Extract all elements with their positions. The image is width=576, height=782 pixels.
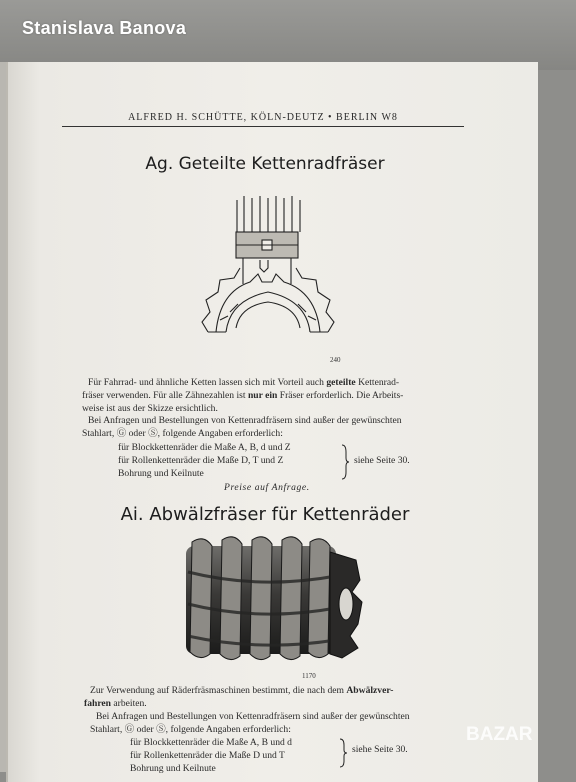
- s1-price-note: Preise auf Anfrage.: [224, 482, 310, 493]
- s1-page-reference: siehe Seite 30.: [354, 455, 410, 466]
- figure-number-240: 240: [330, 356, 341, 364]
- list-item: für Rollenkettenräder die Maße D und T: [130, 750, 285, 762]
- bazar-logo: BAZAR: [466, 724, 533, 745]
- s2-page-reference: siehe Seite 30.: [352, 744, 408, 755]
- page-header: ALFRED H. SCHÜTTE, KÖLN-DEUTZ • BERLIN W8: [128, 112, 398, 123]
- seller-watermark: Stanislava Banova: [22, 18, 187, 38]
- list-item: für Blockkettenräder die Maße A, B, d und Z: [118, 442, 291, 453]
- list-item: Bohrung und Keilnute: [118, 468, 204, 480]
- section-title-ai: Ai. Abwälzfräser für Kettenräder: [120, 504, 410, 525]
- list-item: Bohrung und Keilnute: [130, 763, 216, 775]
- figure-number-1170: 1170: [302, 672, 316, 680]
- split-cutter-figure: [200, 192, 360, 370]
- hob-cutter-figure: [180, 532, 370, 682]
- s1-paragraph-1: Für Fahrrad- und ähnliche Ketten lassen sich mit Vorteil auch geteilte Kettenrad- fräser verwenden. Für alle Zähnezahlen ist nur ein Fräser erforderlich. Die Arbeits- weise ist aus der Skizze ersichtlich.: [82, 377, 404, 415]
- brace-2: [338, 738, 348, 768]
- list-item: für Blockkettenräder die Maße A, B und d: [130, 737, 292, 748]
- s2-paragraph-1: Zur Verwendung auf Räderfräsmaschinen bestimmt, die nach dem Abwälzver- fahren arbeiten.: [84, 685, 394, 710]
- brace-1: [340, 444, 350, 480]
- s1-requirements-list: [118, 441, 348, 481]
- s2-requirements-list: [130, 736, 360, 776]
- section-title-ag: Ag. Geteilte Kettenradfräser: [145, 154, 385, 174]
- s2-paragraph-2: Bei Anfragen und Bestellungen von Kettenradfräsern sind außer der gewünschten Stahlart, Ⓖ oder Ⓢ, folgende Angaben erforderlich:: [90, 711, 410, 736]
- list-item: für Rollenkettenräder die Maße D, T und Z: [118, 455, 284, 467]
- s1-paragraph-2: Bei Anfragen und Bestellungen von Kettenradfräsern sind außer der gewünschten Stahlart, Ⓖ oder Ⓢ, folgende Angaben erforderlich:: [82, 415, 402, 440]
- header-rule: [62, 126, 464, 127]
